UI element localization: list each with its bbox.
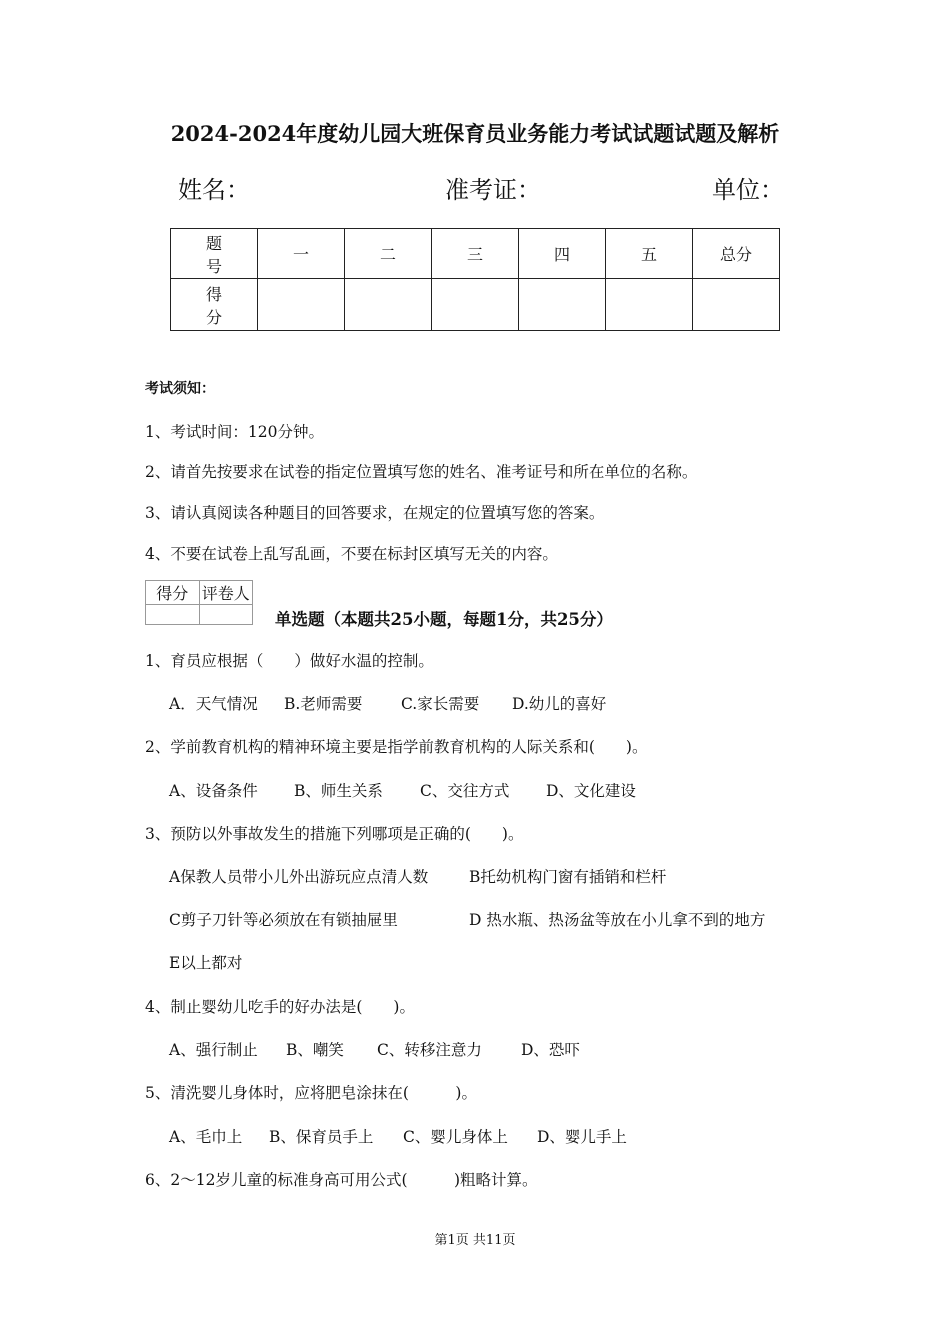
answer-option: D.幼儿的喜好 — [512, 695, 607, 713]
answer-option: A、设备条件 — [169, 782, 258, 800]
question-stem: 3、预防以外事故发生的措施下列哪项是正确的( )。 — [145, 825, 524, 843]
answer-option: A、毛巾上 — [169, 1128, 243, 1146]
grader-reviewer-cell[interactable] — [199, 605, 253, 625]
score-cell-3[interactable] — [432, 279, 519, 331]
score-header-section-1: 一 — [258, 229, 345, 279]
score-table-header-row — [171, 229, 780, 279]
unit-field-label: 单位： — [712, 176, 784, 204]
answer-option: C、婴儿身体上 — [403, 1128, 508, 1146]
score-header-section-4: 四 — [519, 229, 606, 279]
notice-item: 2、请首先按要求在试卷的指定位置填写您的姓名、准考证号和所在单位的名称。 — [145, 463, 698, 481]
answer-option: B、师生关系 — [294, 782, 383, 800]
score-header-section-3: 三 — [432, 229, 519, 279]
answer-option: A、强行制止 — [169, 1041, 258, 1059]
answer-option: E以上都对 — [169, 954, 243, 972]
grader-score-label: 得分 — [146, 581, 200, 605]
question-stem: 2、学前教育机构的精神环境主要是指学前教育机构的人际关系和( )。 — [145, 738, 648, 756]
answer-option: C剪子刀针等必须放在有锁抽屉里 — [169, 911, 398, 929]
name-field-label: 姓名： — [178, 176, 250, 204]
score-cell-2[interactable] — [345, 279, 432, 331]
grader-score-cell[interactable] — [146, 605, 200, 625]
score-header-section-5: 五 — [606, 229, 693, 279]
score-table-score-row — [171, 279, 780, 331]
grader-reviewer-label: 评卷人 — [199, 581, 253, 605]
answer-option: A．天气情况 — [169, 695, 258, 713]
score-cell-1[interactable] — [258, 279, 345, 331]
score-cell-4[interactable] — [519, 279, 606, 331]
answer-option: B托幼机构门窗有插销和栏杆 — [469, 868, 667, 886]
answer-option: C、转移注意力 — [377, 1041, 482, 1059]
answer-option: C.家长需要 — [401, 695, 480, 713]
score-cell-total[interactable] — [693, 279, 780, 331]
exam-number-field-label: 准考证： — [445, 176, 541, 204]
score-header-question-no: 题 号 — [171, 229, 258, 279]
grader-box — [145, 580, 253, 625]
score-header-total: 总分 — [693, 229, 780, 279]
answer-option: D、恐吓 — [521, 1041, 580, 1059]
question-stem: 5、清洗婴儿身体时，应将肥皂涂抹在( )。 — [145, 1084, 477, 1102]
answer-option: D 热水瓶、热汤盆等放在小儿拿不到的地方 — [469, 911, 766, 929]
notice-heading: 考试须知： — [145, 381, 215, 397]
score-table — [170, 228, 780, 331]
answer-option: D、婴儿手上 — [537, 1128, 627, 1146]
page-footer: 第1页 共11页 — [434, 1233, 516, 1248]
section-title: 单选题（本题共25小题，每题1分，共25分） — [275, 610, 613, 629]
notice-item: 3、请认真阅读各种题目的回答要求，在规定的位置填写您的答案。 — [145, 504, 605, 522]
question-stem: 4、制止婴幼儿吃手的好办法是( )。 — [145, 998, 415, 1016]
notice-item: 1、考试时间：120分钟。 — [145, 423, 324, 441]
answer-option: C、交往方式 — [420, 782, 510, 800]
score-header-section-2: 二 — [345, 229, 432, 279]
question-stem: 1、育员应根据（ ）做好水温的控制。 — [145, 652, 434, 670]
question-stem: 6、2～12岁儿童的标准身高可用公式( )粗略计算。 — [145, 1171, 538, 1189]
answer-option: D、文化建设 — [546, 782, 636, 800]
document-title: 2024-2024年度幼儿园大班保育员业务能力考试试题试题及解析 — [170, 121, 780, 146]
score-row-label: 得 分 — [171, 279, 258, 331]
answer-option: A保教人员带小儿外出游玩应点清人数 — [169, 868, 429, 886]
score-cell-5[interactable] — [606, 279, 693, 331]
notice-item: 4、不要在试卷上乱写乱画，不要在标封区填写无关的内容。 — [145, 545, 558, 563]
answer-option: B、保育员手上 — [269, 1128, 374, 1146]
answer-option: B.老师需要 — [284, 695, 363, 713]
answer-option: B、嘲笑 — [286, 1041, 344, 1059]
